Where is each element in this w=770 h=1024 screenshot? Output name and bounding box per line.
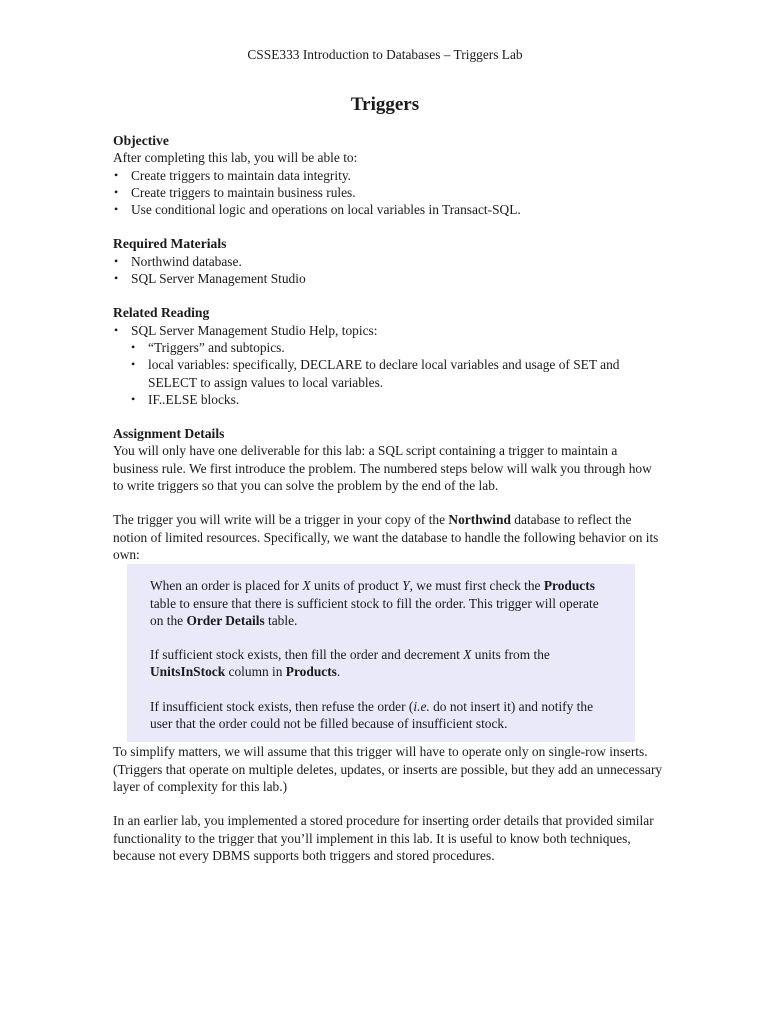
required-materials-heading: Required Materials [113, 236, 227, 252]
list-item: • Use conditional logic and operations on local variables in Transact-SQL. [113, 201, 663, 218]
products-term: Products [285, 664, 337, 680]
objective-intro: After completing this lab, you will be able to: [113, 150, 358, 166]
assignment-paragraph: You will only have one deliverable for this lab: a SQL script containing a trigger to maintain a business rule. We first introduce the problem. The numbered steps below will walk you through how to write triggers so that you can solve the problem by the end of the lab. [113, 443, 652, 494]
objective-list [113, 167, 663, 219]
running-header: CSSE333 Introduction to Databases – Triggers Lab [247, 47, 523, 62]
list-item: • Create triggers to maintain data integrity. [113, 167, 663, 184]
assignment-paragraph: The trigger you will write will be a trigger in your copy of the Northwind database to reflect the notion of limited resources. Specifically, we want the database to handle the following behavior on its own: [113, 512, 659, 562]
required-materials-list [113, 253, 663, 288]
callout-paragraph: If sufficient stock exists, then fill the order and decrement X units from the UnitsInStock column in Products. [150, 647, 550, 680]
related-reading-heading: Related Reading [113, 305, 210, 321]
northwind-term: Northwind [448, 512, 511, 528]
business-rule-callout [127, 564, 635, 742]
list-item: • Northwind database. [113, 253, 663, 270]
list-item: • Create triggers to maintain business rules. [113, 184, 663, 201]
callout-paragraph: When an order is placed for X units of product Y, we must first check the Products table to ensure that there is sufficient stock to fill the order. This trigger will operate on the Order Details table. [150, 578, 599, 628]
assignment-section [113, 425, 663, 864]
assignment-paragraph: In an earlier lab, you implemented a stored procedure for inserting order details that provided similar functionality to the trigger that you’ll implement in this lab. It is useful to know both techniques, because not every DBMS supports both triggers and stored procedures. [113, 813, 654, 863]
products-term: Products [543, 578, 595, 594]
document-body [113, 132, 663, 864]
document-title: Triggers [350, 94, 420, 115]
related-reading-list [113, 322, 663, 339]
units-in-stock-term: UnitsInStock [150, 664, 226, 680]
related-reading-section [113, 304, 663, 408]
required-materials-section [113, 235, 663, 287]
list-item: • “Triggers” and subtopics. [130, 339, 663, 356]
list-item: • SQL Server Management Studio [113, 270, 663, 287]
callout-paragraph: If insufficient stock exists, then refuse the order (i.e. do not insert it) and notify the user that the order could not be filled because of insufficient stock. [150, 698, 594, 732]
objective-section [113, 132, 663, 218]
assignment-heading: Assignment Details [113, 426, 225, 442]
list-item: • SQL Server Management Studio Help, topics: [113, 322, 663, 339]
related-reading-sublist [113, 339, 663, 408]
assignment-paragraph: To simplify matters, we will assume that this trigger will have to operate only on single-row inserts. (Triggers that operate on multiple deletes, updates, or inserts are possible, but they add an unnecessary layer of complexity for this lab.) [113, 744, 663, 794]
list-item: • local variables: specifically, DECLARE to declare local variables and usage of SET and SELECT to assign values to local variables. [130, 356, 663, 391]
order-details-term: Order Details [186, 612, 265, 628]
objective-heading: Objective [113, 133, 169, 148]
list-item: • IF..ELSE blocks. [130, 391, 663, 408]
